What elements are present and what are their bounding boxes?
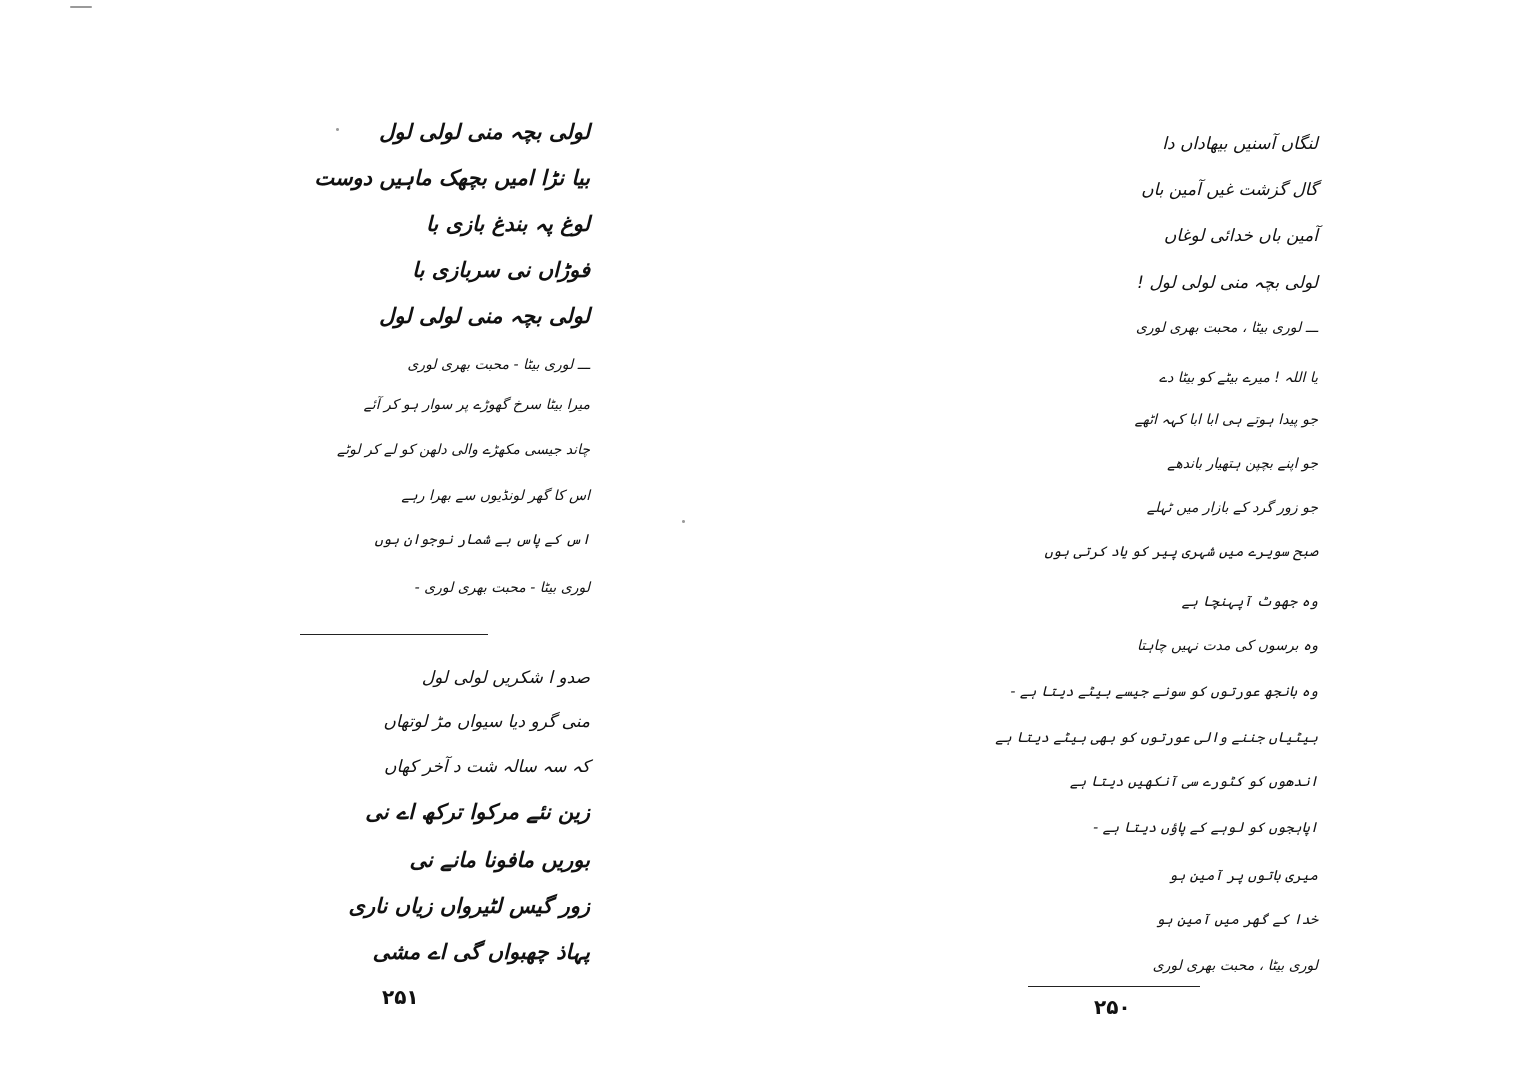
right-translation-line: خدا کے گھر میں آمین ہو	[1156, 912, 1318, 928]
right-translation-line: وہ بانجھ عورتوں کو سونے جیسے بیٹے دیتا ہے -	[1010, 684, 1318, 700]
left-translation-line: میرا بیٹا سرخ گھوڑے پر سوار ہو کر آئے	[363, 397, 590, 413]
right-translation-line: جو اپنے بچپن ہتھیار باندھے	[1167, 456, 1318, 472]
left-poem-two-line: پہاذ چھبواں گی اے مشی	[372, 940, 590, 964]
right-translation-line: صبح سویرے میں شہری پیر کو یاد کرتی ہوں	[1044, 544, 1318, 560]
left-poem-two-line: زین نئے مرکوا ترکھ اے نی	[365, 800, 590, 824]
left-poem-two-line: کہ سہ سالہ شت د آخر کھاں	[384, 757, 590, 777]
left-poem-two-line: صدو ا شکریں لولی لول	[421, 668, 590, 688]
left-poem-line: فوڑاں نی سربازی با	[412, 258, 590, 282]
right-translation-line: میری باتوں پر آمین ہو	[1168, 868, 1318, 884]
right-translation-line: یا اللہ ! میرے بیٹے کو بیٹا دے	[1158, 370, 1318, 386]
left-translation-line: ـــ لوری بیٹا - محبت بھری لوری	[407, 357, 590, 373]
right-poem-line: لولی بچہ منی لولی لول !	[1137, 273, 1318, 293]
scan-speck	[682, 520, 685, 523]
left-translation-line: اس کے پاس بے شمار نوجوان ہوں	[374, 532, 590, 548]
left-translation-line: اس کا گھر لونڈیوں سے بھرا رہے	[401, 488, 590, 504]
right-page	[995, 0, 1340, 1080]
right-translation-line: بیٹیاں جننے والی عورتوں کو بھی بیٹے دیتا ہے	[995, 730, 1318, 746]
section-divider	[1028, 986, 1200, 987]
left-poem-two-line: زور گیس لٹیرواں زیاں ناری	[348, 894, 590, 918]
left-translation-line: لوری بیٹا - محبت بھری لوری -	[414, 580, 590, 596]
left-poem-two-line: بوریں مافونا مانے نی	[409, 848, 590, 872]
left-poem-line: لوغ پہ بندغ بازی با	[426, 212, 590, 236]
right-poem-line: گال گزشت غیں آمین باں	[1141, 180, 1318, 200]
page-number: ۲۵۰	[1094, 995, 1131, 1019]
right-poem-line: آمین باں خدائی لوغاں	[1163, 226, 1318, 246]
left-poem-line: لولی بچہ منی لولی لول	[379, 304, 590, 328]
right-translation-line: وہ جھوٹ آپہنچا ہے	[1181, 594, 1318, 610]
left-poem-two-line: منی گرو دیا سیواں مڑ لوتھاں	[383, 712, 590, 732]
left-poem-line: لولی بچہ منی لولی لول	[379, 120, 590, 144]
right-translation-line: جو زور گرد کے بازار میں ٹہلے	[1146, 500, 1318, 516]
left-poem-line: بیا نڑا امیں بچھک ماہیں دوست	[314, 166, 590, 190]
right-translation-line: ـــ لوری بیٹا ، محبت بھری لوری	[1135, 320, 1318, 336]
page-number: ۲۵۱	[382, 985, 419, 1009]
scan-speck	[336, 128, 339, 131]
section-divider	[300, 634, 488, 635]
right-translation-line: جو پیدا ہوتے ہی ابا ابا کہہ اٹھے	[1134, 412, 1318, 428]
right-translation-line: وہ برسوں کی مدت نہیں چاہتا	[1136, 638, 1318, 654]
left-page	[290, 0, 630, 1080]
right-poem-line: لنگاں آسنیں بیھاداں دا	[1162, 134, 1318, 154]
left-translation-line: چاند جیسی مکھڑے والی دلھن کو لے کر لوٹے	[337, 442, 590, 458]
right-translation-line: اندھوں کو کٹورے سی آنکھیں دیتا ہے	[1069, 774, 1318, 790]
scan-speck	[70, 6, 92, 8]
right-translation-line: لوری بیٹا ، محبت بھری لوری	[1152, 958, 1318, 974]
right-translation-line: اپاہجوں کو لوہے کے پاؤں دیتا ہے -	[1093, 820, 1318, 836]
